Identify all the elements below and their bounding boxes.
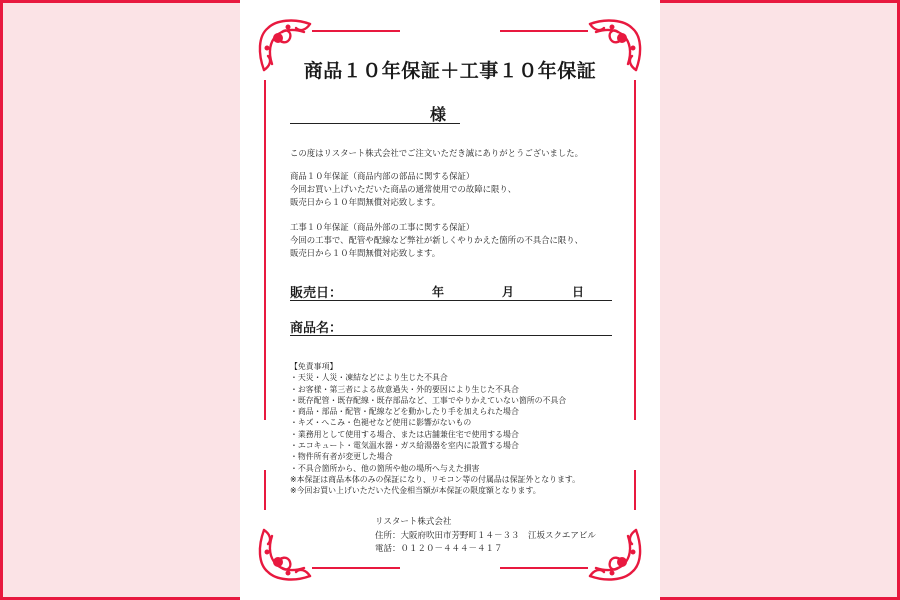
company-info — [375, 516, 596, 557]
exemptions-section — [290, 361, 580, 497]
company-phone: 電話：０１２０－４４４－４１７ — [375, 544, 503, 554]
frame-left-upper-line — [264, 80, 266, 420]
frame-top-left-line — [312, 30, 400, 32]
warranty-certificate — [240, 0, 660, 600]
sale-date-field[interactable] — [290, 282, 612, 301]
product-warranty-line: 販売日から１０年間無償対応致します。 — [290, 197, 441, 207]
greeting-text: この度はリスタート株式会社でご注文いただき誠にありがとうございました。 — [290, 148, 583, 158]
product-name-field[interactable] — [290, 317, 612, 336]
ornamental-corner-icon — [254, 526, 314, 586]
company-address: 住所：大阪府吹田市芳野町１４－３３ 江坂スクエアビル — [375, 530, 596, 541]
exemption-item: ・既存配管・既存配線・既存部品など、工事でやりかえていない箇所の不具合 — [290, 395, 567, 405]
exemption-note: ※本保証は商品本体のみの保証になり、リモコン等の付属品は保証外となります。 — [290, 474, 581, 484]
exemption-item: ・商品・部品・配管・配線などを動かしたり手を加えられた場合 — [290, 407, 519, 417]
company-name: リスタート株式会社 — [375, 517, 452, 527]
exemption-item: ・お客様・第三者による故意過失・外的要因により生じた不具合 — [290, 384, 519, 394]
frame-right-lower-line — [634, 470, 636, 510]
work-warranty-line: 今回の工事で、配管や配線など弊社が新しくやりかえた箇所の不具合に限り、 — [290, 235, 583, 245]
work-warranty-section — [290, 221, 583, 260]
addressee-suffix: 様 — [430, 105, 447, 124]
work-warranty-heading: 工事１０年保証（商品外部の工事に関する保証） — [290, 222, 475, 232]
certificate-title: 商品１０年保証＋工事１０年保証 — [303, 60, 597, 82]
exemption-item: ・キズ・へこみ・色褪せなど使用に影響がないもの — [290, 418, 472, 428]
work-warranty-line: 販売日から１０年間無償対応致します。 — [290, 248, 441, 258]
product-name-label: 商品名： — [290, 321, 343, 336]
sale-date-label: 販売日： — [290, 286, 343, 301]
sale-date-day: 日 — [572, 285, 585, 299]
exemption-item: ・不具合箇所から、他の箇所や他の場所へ与えた損害 — [290, 463, 480, 473]
frame-bottom-left-line — [312, 567, 400, 569]
exemption-item: ・エコキュート・電気温水器・ガス給湯器を室内に設置する場合 — [290, 441, 519, 451]
frame-top-right-line — [500, 30, 588, 32]
exemption-item: ・物件所有者が変更した場合 — [290, 452, 393, 462]
product-warranty-section — [290, 170, 516, 209]
sale-date-month: 月 — [502, 285, 515, 299]
frame-left-lower-line — [264, 470, 266, 510]
sale-date-year: 年 — [432, 285, 445, 299]
product-warranty-line: 今回お買い上げいただいた商品の通常使用での故障に限り、 — [290, 184, 517, 194]
exemptions-heading: 【免責事項】 — [290, 362, 338, 371]
frame-right-upper-line — [634, 80, 636, 420]
product-warranty-heading: 商品１０年保証（商品内部の部品に関する保証） — [290, 171, 475, 181]
exemption-item: ・業務用として使用する場合、または店舗兼住宅で使用する場合 — [290, 429, 519, 439]
exemption-item: ・天災・人災・凍結などにより生じた不具合 — [290, 373, 448, 383]
exemption-note: ※今回お買い上げいただいた代金相当額が本保証の限度額となります。 — [290, 486, 541, 496]
frame-bottom-right-line — [500, 567, 588, 569]
